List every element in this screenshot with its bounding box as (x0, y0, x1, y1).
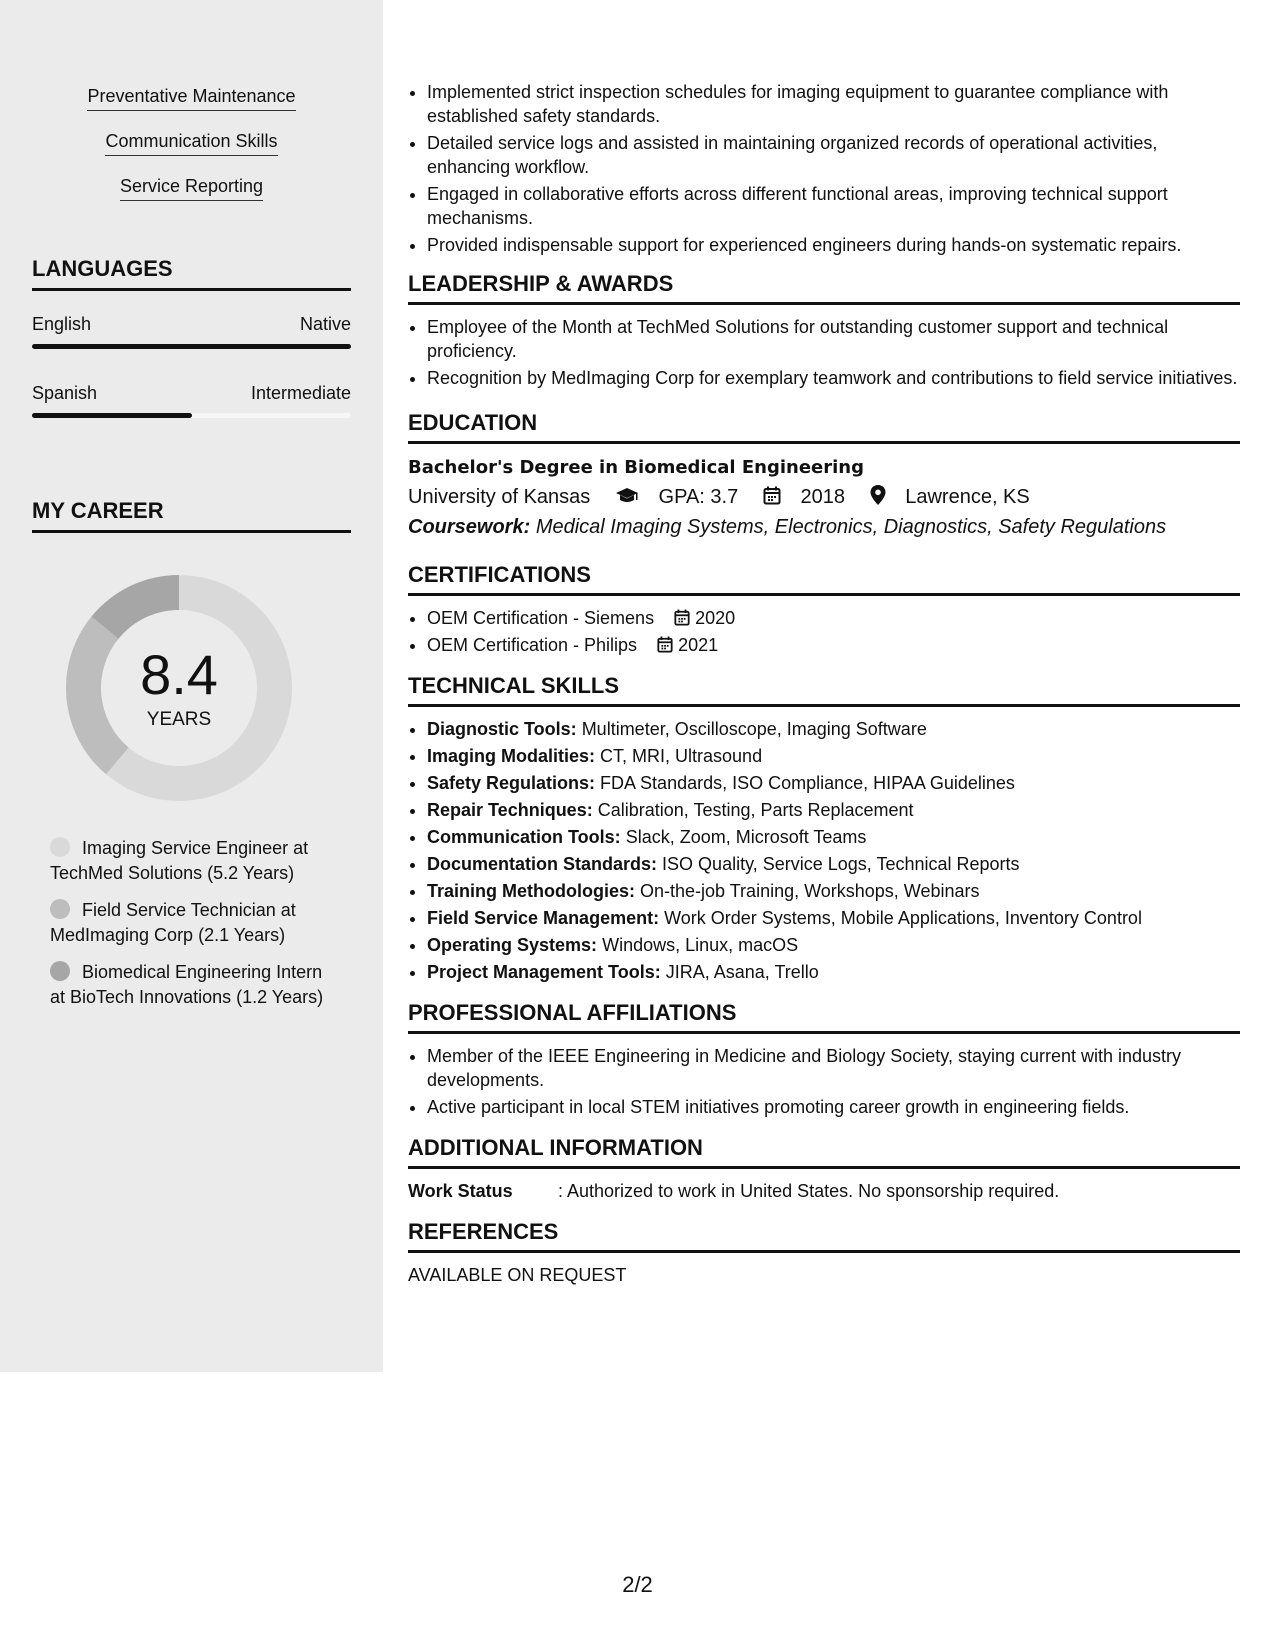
technical-skill-item (427, 879, 1240, 903)
affiliations-heading: PROFESSIONAL AFFILIATIONS (408, 1000, 1240, 1034)
skill-category: Communication Tools: (427, 827, 621, 847)
certification-year: 2021 (678, 635, 719, 655)
language-name: Spanish (32, 383, 98, 403)
career-total-unit: YEARS (146, 709, 212, 730)
languages-heading: LANGUAGES (32, 256, 351, 291)
affiliations-list (408, 1044, 1240, 1119)
work-status-value: : Authorized to work in United States. No sponsorship required. (558, 1181, 1060, 1201)
graduation-cap-icon (615, 487, 639, 505)
career-donut-chart (66, 575, 292, 801)
technical-skill-item (427, 744, 1240, 768)
location-pin-icon (870, 485, 886, 505)
coursework-label: Coursework: (408, 516, 531, 538)
coursework-value: Medical Imaging Systems, Electronics, Diagnostics, Safety Regulations (535, 516, 1167, 538)
work-status-row (408, 1179, 1240, 1203)
leadership-item: • Employee of the Month at TechMed Solutions for outstanding customer support and technical proficiency. (427, 315, 1240, 363)
skill-category: Training Methodologies: (427, 881, 635, 901)
technical-skills-heading: TECHNICAL SKILLS (408, 673, 1240, 707)
references-text: AVAILABLE ON REQUEST (408, 1265, 627, 1285)
language-proficiency-fill (32, 344, 351, 349)
calendar-icon (657, 636, 673, 653)
skill-tag: Communication Skills (105, 131, 277, 156)
certifications-list (408, 606, 1240, 657)
calendar-icon (763, 486, 781, 505)
technical-skills-list (408, 717, 1240, 984)
technical-skill-item (427, 825, 1240, 849)
career-legend-item (50, 960, 340, 1010)
leadership-item: • Recognition by MedImaging Corp for exemplary teamwork and contributions to field service initiatives. (427, 366, 1240, 390)
education-gpa: GPA: 3.7 (658, 486, 739, 508)
career-total-years: 8.4 (140, 643, 218, 706)
skill-tag: Preventative Maintenance (87, 86, 295, 111)
education-year: 2018 (800, 486, 845, 508)
skill-values: Windows, Linux, macOS (602, 935, 799, 955)
skill-values: On-the-job Training, Workshops, Webinars (640, 881, 980, 901)
language-proficiency-fill (32, 413, 192, 418)
language-name: English (32, 314, 92, 334)
experience-bullet: • Engaged in collaborative efforts across different functional areas, improving technical support mechanisms. (427, 182, 1240, 230)
certifications-heading: CERTIFICATIONS (408, 562, 1240, 596)
skill-values: CT, MRI, Ultrasound (600, 746, 763, 766)
additional-info-heading: ADDITIONAL INFORMATION (408, 1135, 1240, 1169)
references-heading: REFERENCES (408, 1219, 1240, 1253)
technical-skill-item (427, 852, 1240, 876)
certification-year: 2020 (695, 608, 736, 628)
certification-item (427, 633, 1240, 657)
experience-bullet: • Implemented strict inspection schedules for imaging equipment to guarantee compliance with established safety standards. (427, 80, 1240, 128)
technical-skill-item (427, 717, 1240, 741)
legend-dot (50, 837, 70, 857)
career-legend-label: Field Service Technician at MedImaging Corp (2.1 Years) (50, 900, 296, 945)
skill-values: Slack, Zoom, Microsoft Teams (625, 827, 867, 847)
education-degree: Bachelor's Degree in Biomedical Engineering (408, 457, 864, 478)
page-number: 2/2 (622, 1572, 653, 1597)
calendar-icon (674, 609, 690, 626)
career-legend (50, 836, 340, 1022)
legend-dot (50, 961, 70, 981)
technical-skill-item (427, 933, 1240, 957)
certification-name: OEM Certification - Philips (427, 635, 638, 655)
career-heading: MY CAREER (32, 498, 351, 533)
technical-skill-item (427, 906, 1240, 930)
technical-skill-item (427, 960, 1240, 984)
career-legend-label: Biomedical Engineering Intern at BioTech Innovations (1.2 Years) (50, 962, 324, 1007)
experience-bullets (408, 80, 1240, 257)
skill-category: Safety Regulations: (427, 773, 596, 793)
education-location: Lawrence, KS (905, 486, 1030, 508)
career-legend-item (50, 836, 340, 886)
skill-category: Documentation Standards: (427, 854, 658, 874)
skill-values: FDA Standards, ISO Compliance, HIPAA Guidelines (600, 773, 1015, 793)
experience-bullet: • Detailed service logs and assisted in maintaining organized records of operational activities, enhancing workflow. (427, 131, 1240, 179)
education-coursework (408, 512, 1240, 542)
technical-skill-item (427, 798, 1240, 822)
education-school: University of Kansas (408, 486, 591, 508)
skill-category: Imaging Modalities: (427, 746, 596, 766)
skill-category: Project Management Tools: (427, 962, 661, 982)
leadership-heading: LEADERSHIP & AWARDS (408, 271, 1240, 305)
skill-category: Field Service Management: (427, 908, 660, 928)
skill-category: Operating Systems: (427, 935, 598, 955)
skill-values: Work Order Systems, Mobile Applications, Inventory Control (664, 908, 1142, 928)
experience-bullet: • Provided indispensable support for experienced engineers during hands-on systematic repairs. (427, 233, 1240, 257)
education-heading: EDUCATION (408, 410, 1240, 444)
career-legend-item (50, 898, 340, 948)
language-proficiency-bar (32, 344, 351, 349)
certification-name: OEM Certification - Siemens (427, 608, 655, 628)
skill-values: JIRA, Asana, Trello (665, 962, 819, 982)
skill-category: Diagnostic Tools: (427, 719, 577, 739)
main-content (408, 80, 1240, 1287)
certification-item (427, 606, 1240, 630)
skill-values: Calibration, Testing, Parts Replacement (597, 800, 914, 820)
language-proficiency-bar (32, 413, 351, 418)
career-legend-label: Imaging Service Engineer at TechMed Solutions (5.2 Years) (50, 838, 309, 883)
skill-category: Repair Techniques: (427, 800, 593, 820)
work-status-label: Work Status (408, 1181, 513, 1201)
language-level: Native (299, 314, 351, 334)
affiliation-item: • Active participant in local STEM initiatives promoting career growth in engineering fields. (427, 1095, 1240, 1119)
language-level: Intermediate (250, 383, 351, 403)
legend-dot (50, 899, 70, 919)
skill-tag: Service Reporting (120, 176, 263, 201)
skill-values: ISO Quality, Service Logs, Technical Reports (662, 854, 1020, 874)
affiliation-item: • Member of the IEEE Engineering in Medicine and Biology Society, staying current with industry developments. (427, 1044, 1240, 1092)
skills-list (0, 86, 383, 221)
leadership-list (408, 315, 1240, 390)
skill-values: Multimeter, Oscilloscope, Imaging Software (581, 719, 927, 739)
sidebar (0, 0, 383, 1372)
technical-skill-item (427, 771, 1240, 795)
education-details (408, 482, 1240, 512)
